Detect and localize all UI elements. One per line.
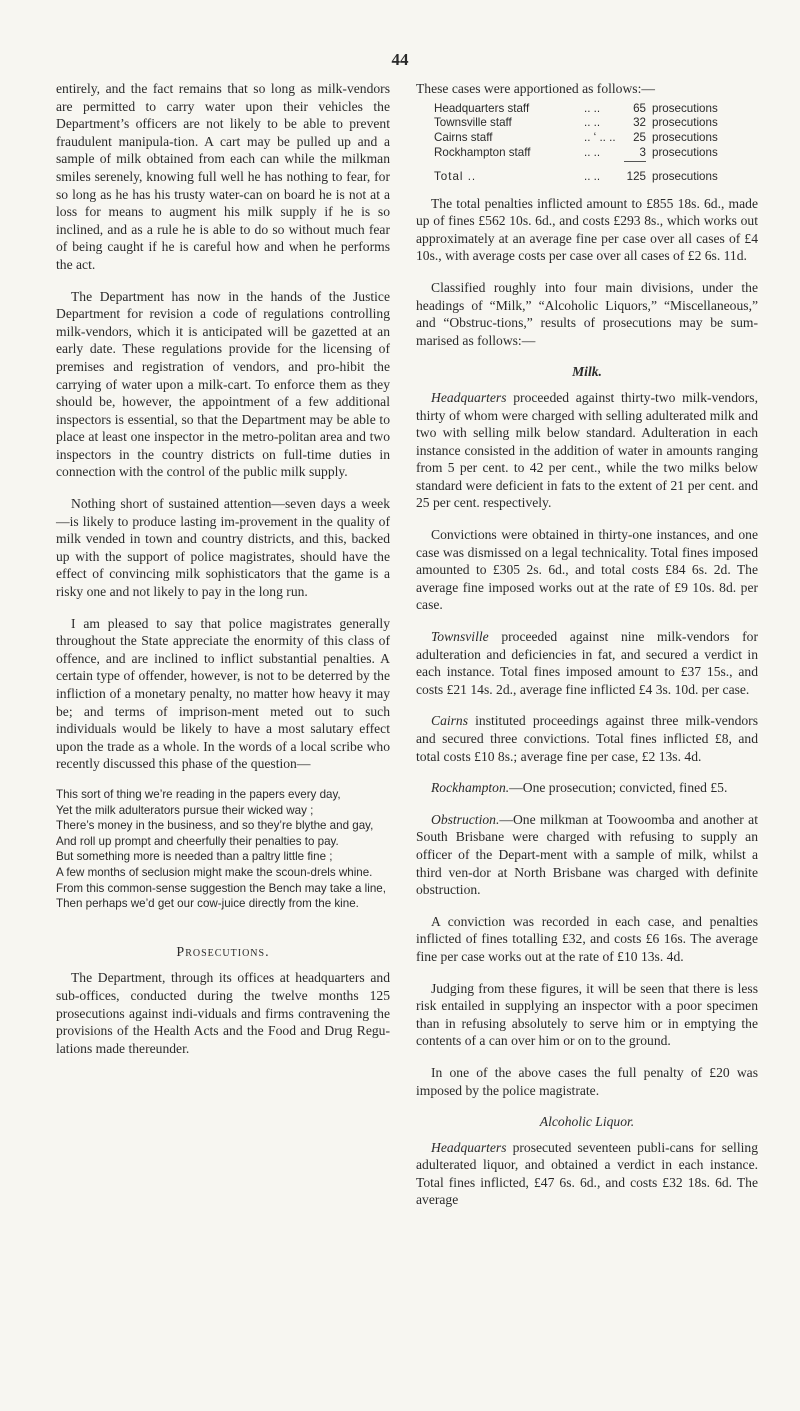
paragraph — [416, 1064, 758, 1099]
paragraph-text: instituted proceedings against three milk-vendors and secured three convictions. Total fines inflicted £8, and total costs £10 8s.; average fine per case, £2 13s. 4d. — [416, 713, 758, 764]
left-column — [56, 80, 390, 1071]
leader-dots: .. .. — [584, 101, 601, 115]
staff-count: 32 — [633, 116, 646, 130]
poem-line: Yet the milk adulterators pursue their wicked way ; — [56, 803, 314, 817]
paragraph-lead: Headquarters — [431, 389, 507, 405]
paragraph: The total penalties inflicted amount to £855 18s. 6d., made up of fines £562 10s. 6d., and costs £293 8s., which works out approximately at an average fine per case over all cases of £4 10s., with average costs per case over all cases of £2 6s. 11d. — [416, 195, 758, 264]
paragraph — [416, 526, 758, 614]
total-row — [434, 170, 758, 185]
paragraph: Nothing short of sustained attention—seven days a week—is likely to produce lasting im-provement in the quality of milk vended in town and country districts, and this, backed up with the support of police magistrates, should have the effect of convincing milk sophisticators that the game is a risky one and not likely to pay in the long run. — [56, 496, 390, 600]
right-column — [416, 80, 758, 1223]
paragraph: These cases were apportioned as follows:— — [416, 81, 655, 96]
poem-line: From this common-sense suggestion the Bench may take a line, — [56, 881, 386, 895]
paragraph — [416, 913, 758, 966]
staff-unit: prosecutions — [652, 131, 718, 145]
staff-name: Cairns staff — [434, 131, 493, 145]
poem-line: And roll up prompt and cheerfully their penalties to pay. — [56, 834, 339, 848]
paragraph-lead: Headquarters — [431, 1139, 507, 1155]
paragraph-text: —One milkman at Toowoomba and another at South Brisbane were charged with refusing to supply an officer of the Depart-ment with a sample of milk, whilst a third ven-dor at North Brisbane was charged with definite obstruction. — [416, 811, 758, 898]
total-count: 125 — [626, 169, 646, 183]
staff-unit: prosecutions — [652, 116, 718, 130]
total-rule — [624, 161, 646, 162]
table-row — [434, 131, 758, 146]
paragraph-text: A conviction was recorded in each case, and penalties inflicted of fines totalling £32, and costs £6 16s. The average fine per case works out at the rate of £10 13s. 4d. — [416, 913, 758, 964]
poem-line: There’s money in the business, and so they’re blythe and gay, — [56, 819, 374, 833]
paragraph-text: prosecuted seventeen publi-cans for selling adulterated liquor, and obtained a verdict in each instance. Total fines inflicted, £47 6s. 6d., and costs £32 18s. 6d. The average — [416, 1139, 758, 1208]
leader-dots: .. .. — [584, 116, 601, 130]
paragraph — [416, 811, 758, 899]
paragraph — [416, 980, 758, 1050]
paragraph-text: proceeded against thirty-two milk-vendors, thirty of whom were charged with selling adulterated milk and two with selling milk below standard. Adulteration in each instance consisted in the addition of water in amounts ranging from 5 per cent. to 42 per cent., while the two milks below standard were deficient in fats to the extent of 21 per cent. and 25 per cent. respectively. — [416, 389, 758, 511]
paragraph-text: —One prosecution; convicted, fined £5. — [509, 780, 728, 796]
section-title: Prosecutions. — [176, 944, 270, 960]
paragraph-text: Judging from these figures, it will be seen that there is less risk entailed in supplying an inspector with a poor specimen than in refusing absolutely to serve him or in emptying the contents of a can over him or on to the ground. — [416, 980, 758, 1049]
table-row — [434, 146, 758, 161]
alcohol-heading: Alcoholic Liquor. — [539, 1114, 635, 1130]
staff-name: Rockhampton staff — [434, 145, 531, 159]
staff-name: Headquarters staff — [434, 101, 530, 115]
leader-dots: .. ‘ .. .. — [584, 131, 616, 145]
poem-line: Then perhaps we’d get our cow-juice directly from the kine. — [56, 897, 359, 911]
total-label: Total .. — [434, 169, 477, 183]
paragraph-lead: Townsville — [431, 629, 489, 645]
total-unit: prosecutions — [652, 169, 718, 183]
paragraph: The Department, through its offices at headquarters and sub-offices, conducted during the twelve months 125 prosecutions against indi-viduals and firms contravening the provisions of the Health Acts and the Food and Drug Regu-lations made thereunder. — [56, 970, 390, 1056]
paragraph-lead: Cairns — [431, 713, 469, 729]
leader-dots: .. .. — [584, 145, 601, 159]
paragraph: Classified roughly into four main divisions, under the headings of “Milk,” “Alcoholic Liquors,” “Miscellaneous,” and “Obstruc-tions,” results of prosecutions may be sum-marised as follows:— — [416, 279, 758, 348]
paragraph: I am pleased to say that police magistrates generally throughout the State appreciate the enormity of this class of offence, and are inclined to inflict substantial penalties. A certain type of offender, however, is not to be deterred by the infliction of a monetary penalty, no matter how heavy it may be; and terms of imprison-ment meted out to such individuals would be likely to have a most salutary effect upon the trade as a whole. In the words of a local scribe who recently discussed this phase of the question— — [56, 615, 390, 772]
page-number: 44 — [391, 50, 409, 69]
paragraph-text: In one of the above cases the full penalty of £20 was imposed by the police magistrate. — [416, 1064, 758, 1098]
leader-dots: .. .. — [584, 169, 601, 183]
staff-unit: prosecutions — [652, 145, 718, 159]
paragraph — [416, 1139, 758, 1209]
poem-line: A few months of seclusion might make the scoun-drels whine. — [56, 865, 373, 879]
staff-name: Townsville staff — [434, 116, 512, 130]
table-row — [434, 116, 758, 131]
staff-count: 25 — [633, 131, 646, 145]
staff-count: 65 — [633, 101, 646, 115]
paragraph-text: Convictions were obtained in thirty-one instances, and one case was dismissed on a legal technicality. Total fines imposed amounted to £305 2s. 6d., and total costs £84 6s. 2d. The average fine imposed works out at the rate of £9 10s. 8d. per case. — [416, 527, 758, 613]
paragraph-lead: Rockhampton. — [431, 780, 510, 796]
paragraph: The Department has now in the hands of the Justice Department for revision a code of regulations controlling milk-vendors, which it is anticipated will be gazetted at an early date. These regulations provide for the licensing of premises and registration of vendors, and pro-hibit the carrying of water upon a milk-cart. To enforce them as they should be, however, the appointment of a few additional inspectors is essential, so that the Department may be able to place at least one inspector in the metro-politan area and two inspectors in the country districts on full-time duties in connection with the control of the public milk supply. — [56, 288, 390, 480]
paragraph — [416, 779, 758, 797]
staff-count: 3 — [639, 145, 646, 159]
paragraph — [416, 712, 758, 765]
staff-unit: prosecutions — [652, 101, 718, 115]
paragraph-text: proceeded against nine milk-vendors for adulteration and deficiencies in fat, and secured a verdict in each instance. Total fines imposed amount to £37 15s., and costs £21 14s. 2d., average fine inflicted £4 3s. 10d. per case. — [416, 629, 758, 697]
milk-heading: Milk. — [572, 364, 602, 380]
prosecutions-table — [434, 102, 758, 185]
table-row — [434, 102, 758, 117]
paragraph — [416, 628, 758, 698]
paragraph-lead: Obstruction. — [431, 811, 500, 827]
poem-quote — [56, 787, 390, 912]
poem-line: But something more is needed than a paltry little fine ; — [56, 850, 333, 864]
poem-line: This sort of thing we’re reading in the papers every day, — [56, 787, 341, 801]
paragraph: entirely, and the fact remains that so long as milk-vendors are permitted to carry water upon their vehicles the Department’s officers are not likely to be able to prevent fraudulent manipula-tion. A cart may be pulled up and a sample of milk obtained from each can while the milkman smiles serenely, knowing full well he has nothing to fear, for so long as he has his trusty water-can on board he is not at a loss for means to augment his milk supply if he is so inclined, and as a rule he is able to do so without much fear of being caught if he is careful how and when he performs the act. — [56, 81, 390, 272]
paragraph — [416, 389, 758, 512]
